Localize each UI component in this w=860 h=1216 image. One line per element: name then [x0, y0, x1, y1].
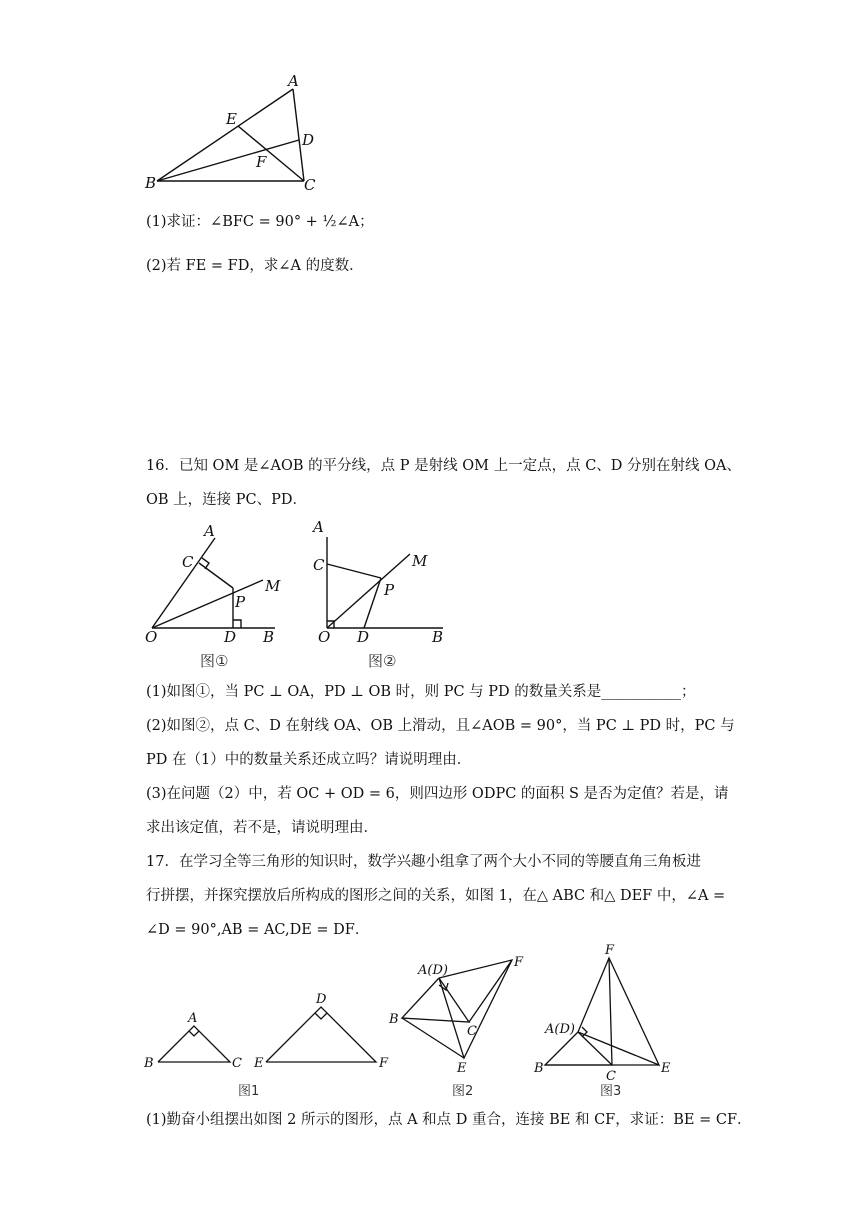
- q16-part2-line1: (2)如图②，点 C、D 在射线 OA、OB 上滑动，且∠AOB = 90°，当 PC ⊥ PD 时，PC 与: [146, 718, 735, 734]
- label-B: B: [534, 1061, 544, 1076]
- q16-part3-line2: 求出该定值，若不是，请说明理由．: [146, 820, 378, 836]
- q16-stem-line1: 16．已知 OM 是∠AOB 的平分线，点 P 是射线 OM 上一定点，点 C、D 分别在射线 OA、: [146, 458, 742, 474]
- q16-part2-line2: PD 在（1）中的数量关系还成立吗？请说明理由．: [146, 752, 472, 768]
- q16-stem-line2: OB 上，连接 PC、PD．: [146, 492, 307, 508]
- q15-part2: (2)若 FE = FD，求∠A 的度数．: [146, 258, 364, 274]
- label-C: C: [467, 1024, 477, 1039]
- label-E: E: [457, 1061, 467, 1076]
- q15-triangle-figure: [140, 70, 330, 195]
- q16-figure-1: [140, 515, 290, 670]
- q17-fig1-caption: 图1: [238, 1084, 260, 1099]
- label-O: O: [145, 628, 158, 646]
- label-D: D: [316, 992, 327, 1007]
- q16-part1: (1)如图①，当 PC ⊥ OA，PD ⊥ OB 时，则 PC 与 PD 的数量关系是___________；: [146, 684, 696, 700]
- q17-part1: (1)勤奋小组摆出如图 2 所示的图形，点 A 和点 D 重合，连接 BE 和 CF，求证：BE = CF．: [146, 1112, 752, 1128]
- label-O: O: [318, 628, 331, 646]
- q17-fig2-caption: 图2: [452, 1084, 474, 1099]
- label-C: C: [232, 1056, 242, 1071]
- q17-fig3-caption: 图3: [600, 1084, 622, 1099]
- label-C: C: [304, 176, 316, 194]
- label-M: M: [412, 552, 428, 570]
- label-F: F: [605, 943, 615, 958]
- q17-stem-line2: 行拼摆，并探究摆放后所构成的图形之间的关系，如图 1，在△ ABC 和△ DEF 中，∠A =: [146, 888, 726, 904]
- fig1-caption: 图①: [200, 652, 229, 670]
- label-B: B: [389, 1012, 399, 1027]
- label-B: B: [432, 628, 444, 646]
- label-AD: A(D): [545, 1022, 575, 1037]
- label-AD: A(D): [418, 963, 448, 978]
- q16-figure-2: [305, 515, 455, 670]
- label-F: F: [256, 153, 267, 171]
- label-D: D: [224, 628, 237, 646]
- label-M: M: [265, 577, 281, 595]
- label-D: D: [302, 131, 315, 149]
- label-P: P: [235, 593, 246, 611]
- label-A: A: [313, 518, 324, 536]
- label-B: B: [263, 628, 275, 646]
- label-D: D: [357, 628, 370, 646]
- q17-figures: [138, 940, 678, 1100]
- label-B: B: [144, 1056, 154, 1071]
- label-E: E: [661, 1061, 671, 1076]
- label-B: B: [145, 174, 157, 192]
- label-F: F: [379, 1056, 389, 1071]
- label-A: A: [204, 522, 215, 540]
- q15-part1: (1)求证：∠BFC = 90° + ½∠A；: [146, 214, 374, 230]
- q16-part3-line1: (3)在问题（2）中，若 OC + OD = 6，则四边形 ODPC 的面积 S 是否为定值？若是，请: [146, 786, 729, 802]
- fig2-caption: 图②: [368, 652, 397, 670]
- label-E: E: [226, 110, 237, 128]
- label-F: F: [514, 955, 524, 970]
- label-C: C: [182, 553, 194, 571]
- q17-stem-line3: ∠D = 90°,AB = AC,DE = DF．: [146, 922, 370, 938]
- q17-stem-line1: 17．在学习全等三角形的知识时，数学兴趣小组拿了两个大小不同的等腰直角三角板进: [146, 854, 701, 870]
- label-C: C: [606, 1069, 616, 1084]
- label-A: A: [188, 1011, 198, 1026]
- label-P: P: [384, 581, 395, 599]
- label-A: A: [288, 72, 299, 90]
- label-E: E: [254, 1056, 264, 1071]
- label-C: C: [313, 556, 325, 574]
